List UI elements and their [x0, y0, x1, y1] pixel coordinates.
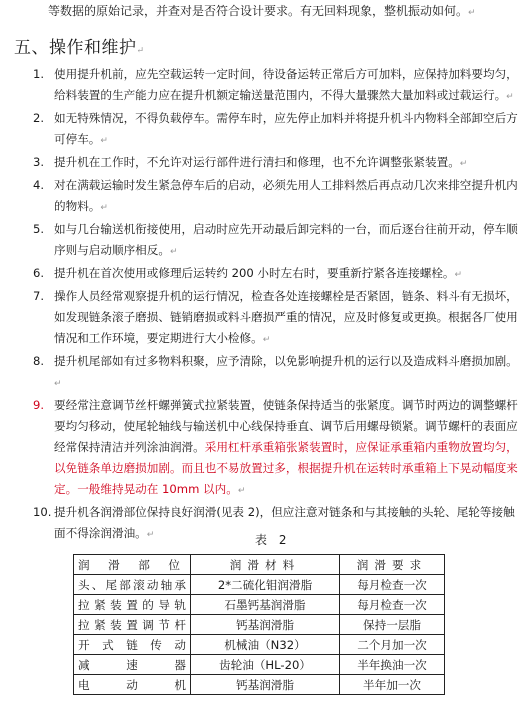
table-cell: 开式链传动 [74, 635, 191, 655]
table-cell: 石墨钙基润滑脂 [191, 595, 340, 615]
highlighted-text: 采用杠杆承重箱张紧装置时，应保证承重箱内重物放置均匀，以免链条单边磨损加剧。而且也不易放置过多，根据提升机在运转时承重箱上下晃动幅度来定。一般维持晃动在 10mm 以内。 [54, 440, 518, 496]
list-item: 2. 如无特殊情况，不得负载停车。需停车时，应先停止加料并将提升机斗内物料全部卸空后方可停车。↵ [33, 111, 518, 146]
table-row [74, 615, 445, 635]
table-cell: 二个月加一次 [340, 635, 445, 655]
table-cell: 电动机 [74, 675, 191, 695]
lubrication-table [73, 554, 445, 695]
table-cell: 每月检查一次 [340, 575, 445, 595]
table-caption: 表 2 [255, 533, 291, 547]
table-cell: 减速器 [74, 655, 191, 675]
table-cell: 2*二硫化钼润滑脂 [191, 575, 340, 595]
table-cell: 齿轮油（HL-20） [191, 655, 340, 675]
table-row [74, 635, 445, 655]
table-row [74, 575, 445, 595]
maintenance-list [0, 64, 530, 546]
table-header-cell: 润滑材料 [191, 555, 340, 575]
table-header-cell: 润滑要求 [340, 555, 445, 575]
table-cell: 拉紧装置调节杆 [74, 615, 191, 635]
list-item: 1. 使用提升机前，应先空载运转一定时间，待设备运转正常后方可加料，应保持加料要均匀，给料装置的生产能力应在提升机额定输送量范围内，不得大量骤然大量加料或过载运行。↵ [33, 67, 518, 102]
table-cell: 保持一层脂 [340, 615, 445, 635]
table-cell: 半年加一次 [340, 675, 445, 695]
list-item: 8. 提升机尾部如有过多物料积聚，应予清除，以免影响提升机的运行以及造成料斗磨损加剧。↵ [33, 354, 518, 389]
table-header-row [74, 555, 445, 575]
table-cell: 头、尾部滚动轴承 [74, 575, 191, 595]
table-row [74, 655, 445, 675]
section-heading: 五、操作和维护↵ [14, 38, 145, 58]
table-cell: 拉紧装置的导轨 [74, 595, 191, 615]
list-item: 7. 操作人员经常观察提升机的运行情况，检查各处连接螺栓是否紧固，链条、料斗有无损坏，如发现链条滚子磨损、链销磨损或料斗磨损严重的情况，应及时修复或更换。根据各厂使用情况和工作环境，要定期进行大小检修。↵ [33, 289, 518, 345]
list-item: 10. 提升机各润滑部位保持良好润滑(见表 2)，但应注意对链条和与其接触的头轮、尾轮等接触面不得涂润滑油。↵ [33, 505, 515, 540]
table-cell: 每月检查一次 [340, 595, 445, 615]
table-cell: 钙基润滑脂 [191, 675, 340, 695]
table-row [74, 675, 445, 695]
table-cell: 半年换油一次 [340, 655, 445, 675]
list-item: 5. 如与几台输送机衔接使用，启动时应先开动最后卸完料的一台，而后逐台往前开动，停车顺序则与启动顺序相反。↵ [33, 222, 518, 257]
table-header-cell: 润滑部位 [74, 555, 191, 575]
list-item: 3. 提升机在工作时，不允许对运行部件进行清扫和修理，也不允许调整张紧装置。↵ [33, 155, 468, 169]
table-cell: 机械油（N32） [191, 635, 340, 655]
continuation-line: 等数据的原始记录，并查对是否符合设计要求。有无回料现象，整机振动如何。↵ [48, 4, 476, 18]
list-item: 4. 对在满载运输时发生紧急停车后的启动，必须先用人工排料然后再点动几次来排空提升机内的物料。↵ [33, 178, 518, 213]
list-item: 6. 提升机在首次使用或修理后运转约 200 小时左右时，要重新拧紧各连接螺栓。↵ [33, 266, 463, 280]
table-cell: 钙基润滑脂 [191, 615, 340, 635]
table-row [74, 595, 445, 615]
list-item: 9. 要经常注意调节丝杆螺弹簧式拉紧装置，使链条保持适当的张紧度。调节时两边的调整螺杆要均匀移动，使尾轮轴线与输送机中心线保持垂直、调节后用螺母锁紧。调节螺杆的表面应经常保持清洁并列涂油润滑。采用杠杆承重箱张紧装置时，应保证承重箱内重物放置均匀，以免链条单边磨损加剧。而且也不易放置过多，根据提升机在运转时承重箱上下晃动幅度来定。一般维持晃动在 10mm 以内。↵ [33, 398, 518, 496]
